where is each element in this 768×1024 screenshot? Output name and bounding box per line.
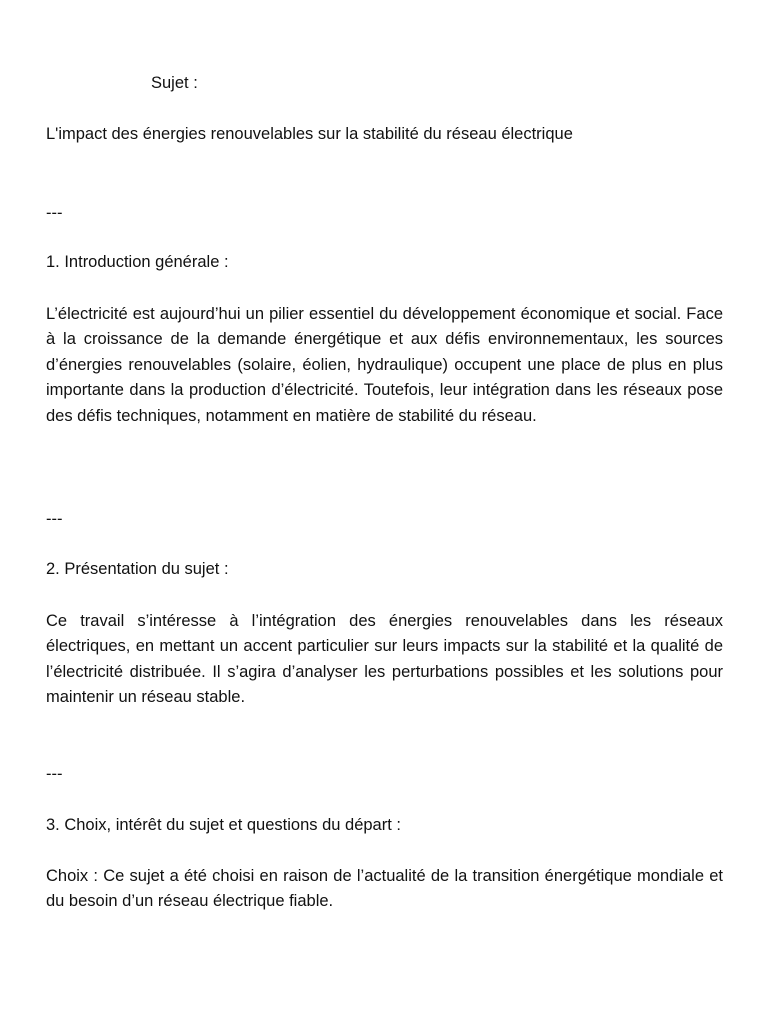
separator-2: ---	[46, 510, 63, 528]
section-1-paragraph: L’électricité est aujourd’hui un pilier essentiel du développement économique et social. Face à la croissance de la demande énergétique et aux défis environnementaux, les sources d’énergies renouvelables (solaire, éolien, hydraulique) occupent une place de plus en plus importante dans la production d’électricité. Toutefois, leur intégration dans les réseaux pose des défis techniques, notamment en matière de stabilité du réseau.	[46, 305, 723, 425]
section-3-paragraph: Choix : Ce sujet a été choisi en raison de l’actualité de la transition énergétique mondiale et du besoin d’un réseau électrique fiable.	[46, 867, 723, 911]
section-2-paragraph: Ce travail s’intéresse à l’intégration des énergies renouvelables dans les réseaux électriques, en mettant un accent particulier sur leurs impacts sur la stabilité et la qualité de l’électricité distribuée. Il s’agira d’analyser les perturbations possibles et les solutions pour maintenir un réseau stable.	[46, 612, 723, 707]
separator-1: ---	[46, 204, 63, 222]
section-2-heading: 2. Présentation du sujet :	[46, 560, 229, 578]
document-title: L'impact des énergies renouvelables sur la stabilité du réseau électrique	[46, 125, 573, 143]
section-1-heading: 1. Introduction générale :	[46, 253, 229, 271]
section-3-heading: 3. Choix, intérêt du sujet et questions du départ :	[46, 816, 401, 834]
subject-label: Sujet :	[151, 74, 198, 92]
separator-3: ---	[46, 765, 63, 783]
